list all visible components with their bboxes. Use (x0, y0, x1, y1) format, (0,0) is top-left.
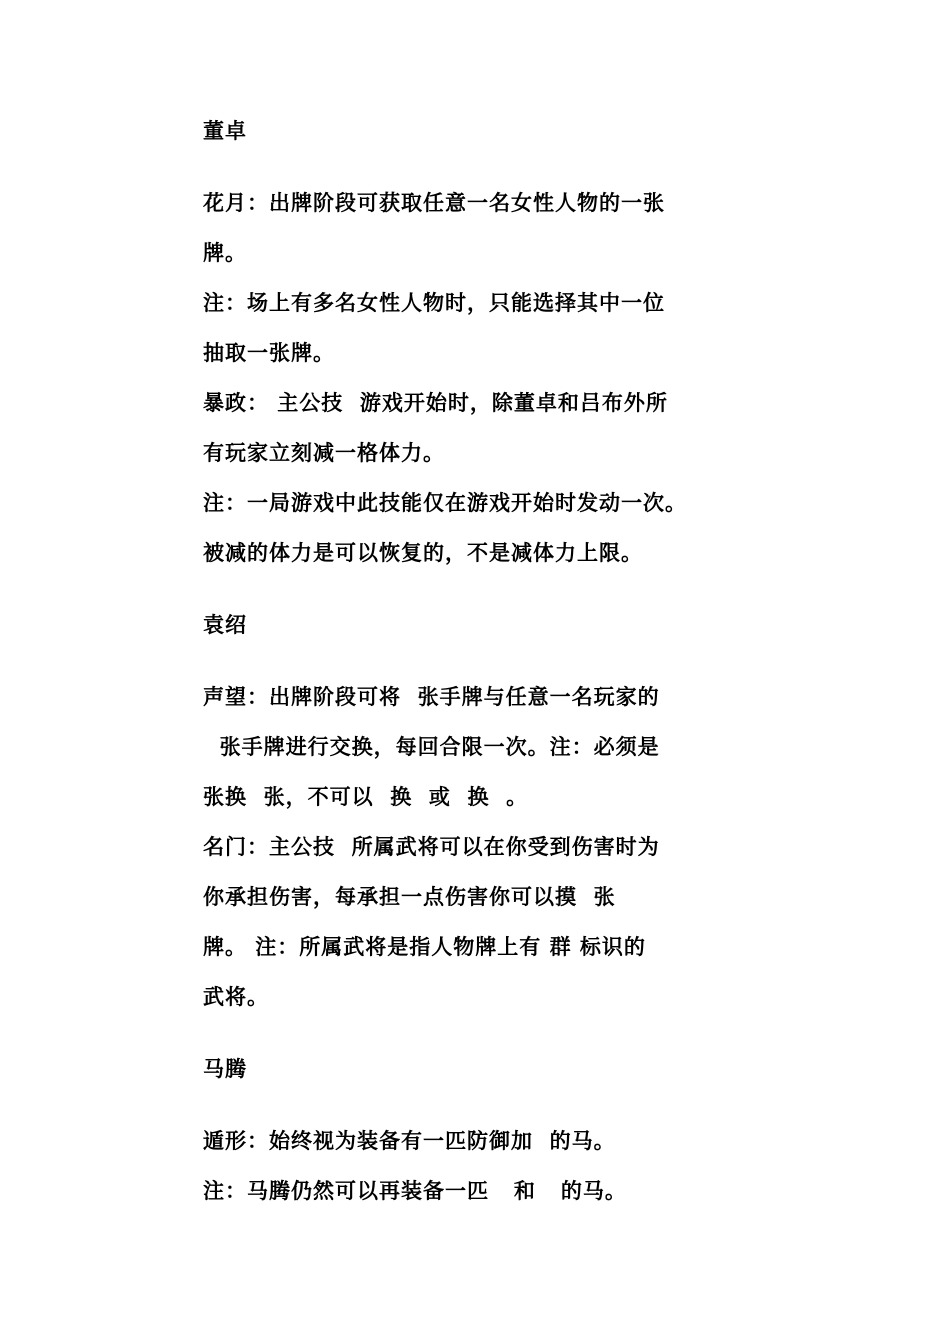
text-line: 有玩家立刻减一格体力。 (203, 441, 445, 465)
text-line: 牌。 注：所属武将是指人物牌上有 群 标识的 (203, 935, 646, 959)
heading-yuanshao: 袁绍 (203, 613, 247, 637)
text-line: 遁形：始终视为装备有一匹防御加 的马。 (203, 1129, 616, 1153)
text-line: 张换 张，不可以 换 或 换 。 (203, 785, 529, 809)
text-line: 花月：出牌阶段可获取任意一名女性人物的一张 (203, 191, 665, 215)
text-line: 声望：出牌阶段可将 张手牌与任意一名玩家的 (203, 685, 660, 709)
text-line: 注：马腾仍然可以再装备一匹 和 的马。 (203, 1179, 627, 1203)
text-line: 武将。 (203, 985, 269, 1009)
heading-dongzhuo: 董卓 (203, 119, 247, 143)
text-line: 被减的体力是可以恢复的，不是减体力上限。 (203, 541, 643, 565)
heading-mateng: 马腾 (203, 1057, 247, 1081)
text-line: 你承担伤害，每承担一点伤害你可以摸 张 (203, 885, 616, 909)
text-line: 注：一局游戏中此技能仅在游戏开始时发动一次。 (203, 491, 687, 515)
text-line: 注：场上有多名女性人物时，只能选择其中一位 (203, 291, 665, 315)
text-line: 牌。 (203, 241, 247, 265)
text-line: 抽取一张牌。 (203, 341, 335, 365)
text-line: 暴政： 主公技 游戏开始时，除董卓和吕布外所 (203, 391, 668, 415)
text-line: 张手牌进行交换，每回合限一次。注：必须是 (203, 735, 660, 759)
text-line: 名门：主公技 所属武将可以在你受到伤害时为 (203, 835, 660, 859)
